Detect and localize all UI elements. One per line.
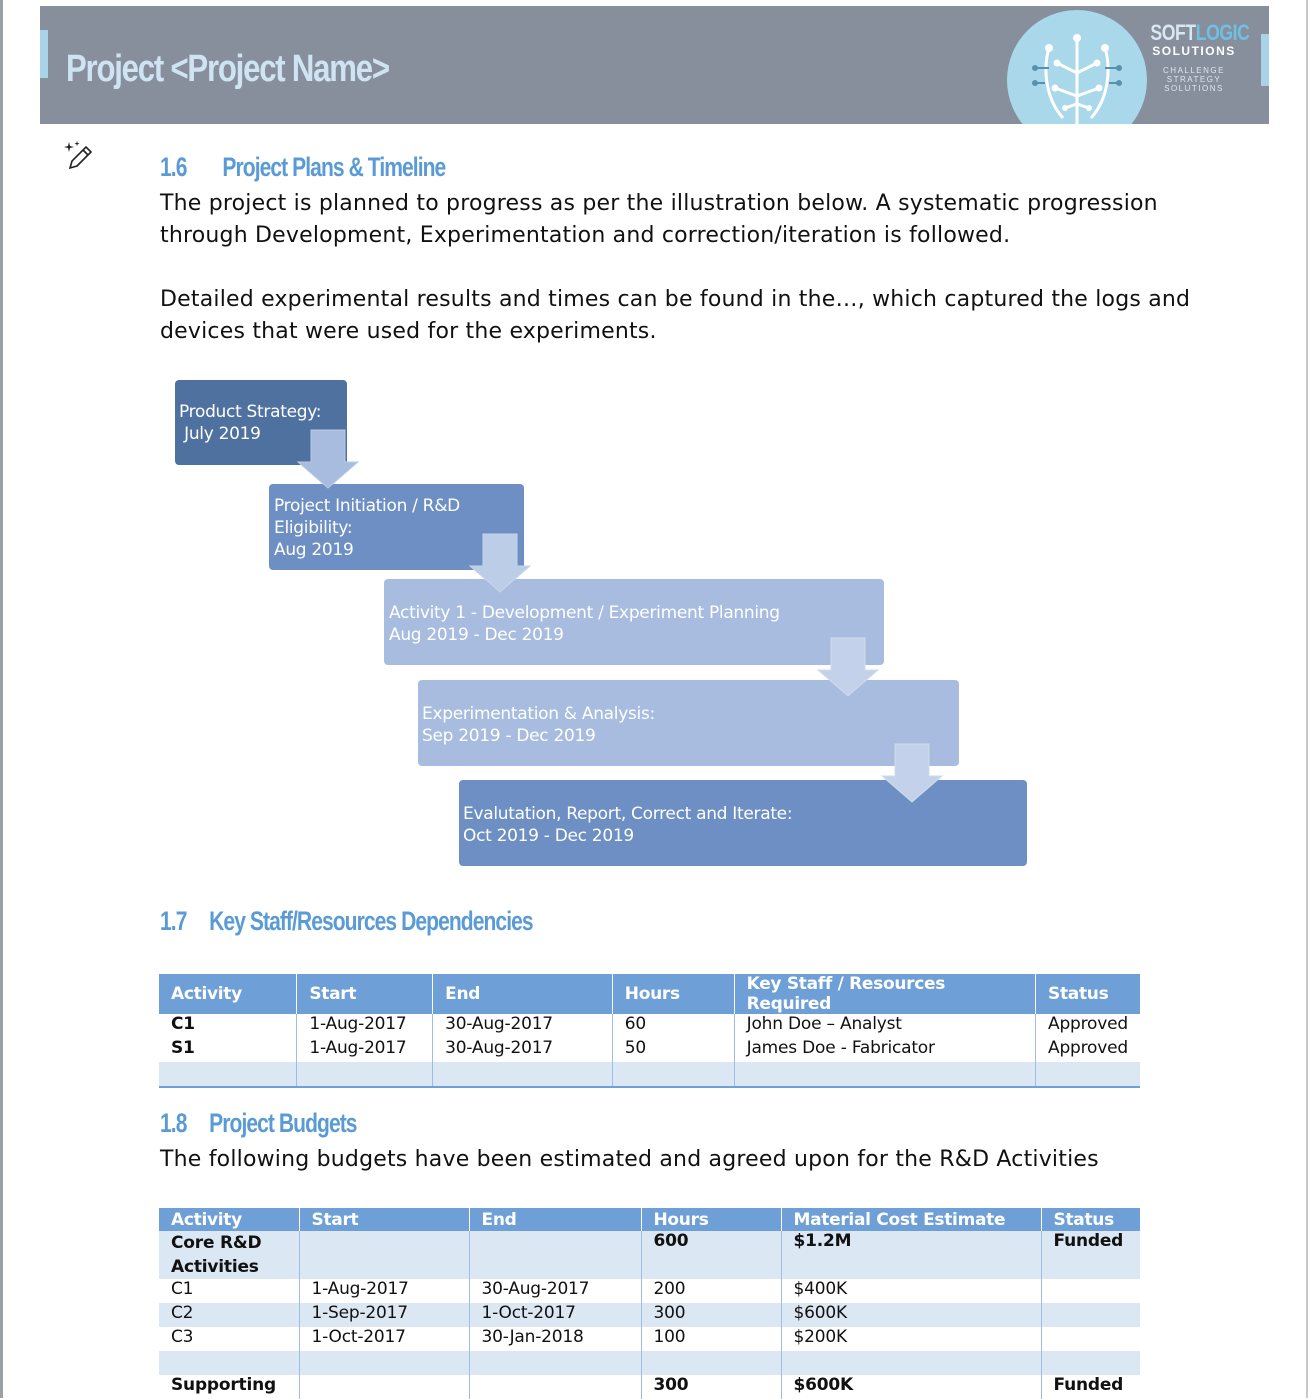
page-edge xyxy=(0,0,3,1398)
timeline-step: Project Initiation / R&D Eligibility: Aug 2019 xyxy=(269,484,524,570)
down-arrow-icon xyxy=(880,742,944,804)
table-row: S1 1-Aug-2017 30-Aug-2017 50 James Doe - Fabricator Approved xyxy=(159,1038,1140,1062)
down-arrow-icon xyxy=(816,636,880,698)
project-budget-table xyxy=(159,1208,1140,1399)
company-logo: SOFTLOGIC SOLUTIONS CHALLENGE STRATEGY SOLUTIONS xyxy=(1150,20,1250,93)
timeline-step: Activity 1 - Development / Experiment Planning Aug 2019 - Dec 2019 xyxy=(384,579,884,665)
table-row xyxy=(159,1062,1140,1087)
paragraph: The following budgets have been estimated and agreed upon for the R&D Activities xyxy=(160,1147,1099,1172)
paragraph: The project is planned to progress as per the illustration below. A systematic progression through Development, Experimentation and correction/iteration is followed. xyxy=(160,191,1158,248)
table-header-row xyxy=(159,1208,1140,1231)
table-header-row xyxy=(159,974,1140,1014)
timeline-step: Experimentation & Analysis: Sep 2019 - Dec 2019 xyxy=(418,680,959,766)
column-header: Status xyxy=(1041,1208,1140,1231)
column-header: Hours xyxy=(612,974,734,1014)
down-arrow-icon xyxy=(468,532,532,594)
column-header: End xyxy=(433,974,613,1014)
table-row: C3 1-Oct-2017 30-Jan-2018 100 $200K xyxy=(159,1327,1140,1351)
table-row xyxy=(159,1351,1140,1375)
table-row: C2 1-Sep-2017 1-Oct-2017 300 $600K xyxy=(159,1303,1140,1327)
header-accent-bar xyxy=(40,30,48,78)
column-header: Key Staff / Resources Required xyxy=(734,974,1035,1014)
table-row: C1 1-Aug-2017 30-Aug-2017 60 John Doe – Analyst Approved xyxy=(159,1014,1140,1038)
paragraph: Detailed experimental results and times can be found in the…, which captured the logs and devices that were used for the experiments. xyxy=(160,287,1191,344)
column-header: Start xyxy=(299,1208,469,1231)
section-heading: 1.7 Key Staff/Resources Dependencies xyxy=(160,906,533,936)
column-header: Activity xyxy=(159,974,297,1014)
magic-pen-icon[interactable] xyxy=(62,138,96,172)
timeline-step: Product Strategy: July 2019 xyxy=(175,380,347,465)
header-accent-bar xyxy=(1261,34,1269,86)
timeline-step: Evalutation, Report, Correct and Iterate: Oct 2019 - Dec 2019 xyxy=(459,780,1027,866)
table-row: C1 1-Aug-2017 30-Aug-2017 200 $400K xyxy=(159,1279,1140,1303)
column-header: Status xyxy=(1036,974,1140,1014)
brain-circuit-logo-icon xyxy=(1005,8,1149,124)
column-header: Activity xyxy=(159,1208,299,1231)
section-heading: 1.8 Project Budgets xyxy=(160,1108,357,1138)
down-arrow-icon xyxy=(296,428,360,490)
section-heading: 1.6 Project Plans & Timeline xyxy=(160,152,446,182)
table-row: Supporting 300 $600K Funded xyxy=(159,1375,1140,1399)
document-header xyxy=(40,6,1269,124)
document-title: Project <Project Name> xyxy=(66,48,389,90)
column-header: End xyxy=(469,1208,641,1231)
staff-resources-table xyxy=(159,974,1140,1088)
column-header: Start xyxy=(297,974,433,1014)
column-header: Material Cost Estimate xyxy=(781,1208,1041,1231)
column-header: Hours xyxy=(641,1208,781,1231)
table-row: Core R&D Activities 600 $1.2M Funded xyxy=(159,1231,1140,1279)
